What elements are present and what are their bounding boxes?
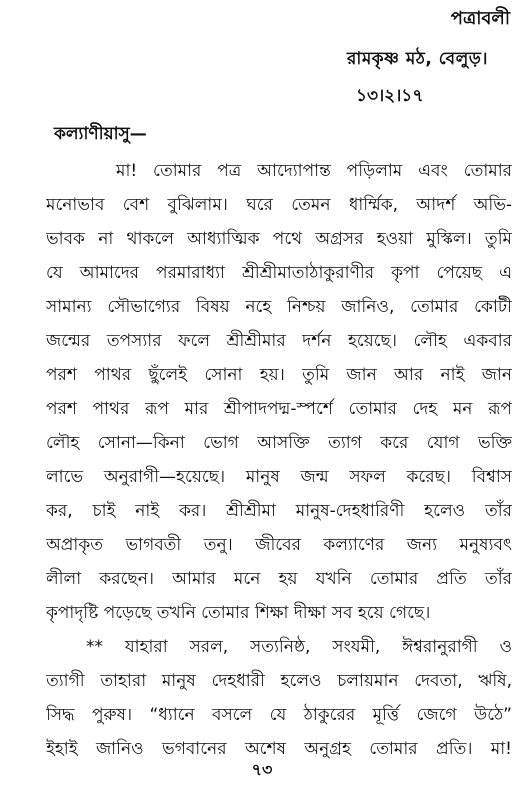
text-line: ত্যাগী তাহারা মানুষ দেহধারী হলেও চলায়মান দেবতা, ঋষি, xyxy=(46,671,512,691)
text-line: যে আমাদের পরমারাধ্যা শ্রীশ্রীমাতাঠাকুরাণীর কৃপা পেয়েছ এ xyxy=(46,263,512,283)
text-line: পরশ পাথর রূপ মার শ্রীপাদপদ্ম-স্পর্শে তোমার দেহ মন রূপ xyxy=(46,399,512,419)
text-line: ইহাই জানিও ভগবানের অশেষ অনুগ্রহ তোমার প্রতি। মা! xyxy=(46,739,512,759)
text-line: কৃপাদৃষ্টি পড়েছে তখনি তোমার শিক্ষা দীক্ষা সব হয়ে গেছে। xyxy=(46,603,431,623)
letter-body xyxy=(46,154,512,766)
text-line: সামান্য সৌভাগ্যের বিষয় নহে নিশ্চয় জানিও, তোমার কোটী xyxy=(46,297,512,317)
text-line: সিদ্ধ পুরুষ। “ধ্যানে বসলে যে ঠাকুরের মূর্ত্তি জেগে উঠে” xyxy=(46,705,512,725)
text-line: পরশ পাথর ছুঁলেই সোনা হয়। তুমি জান আর নাই জান xyxy=(46,365,512,385)
text-line: মা! তোমার পত্র আদ্যোপান্ত পড়িলাম এবং তোমার xyxy=(116,161,512,181)
running-head: পত্রাবলী xyxy=(450,8,510,29)
text-line: কর, চাই নাই কর। শ্রীশ্রীমা মানুষ-দেহধারিণী হলেও তাঁর xyxy=(46,501,512,521)
text-line: লাভে অনুরাগী—হয়েছে। মানুষ জন্ম সফল করেছ। বিশ্বাস xyxy=(46,467,512,487)
text-line: ** যাহারা সরল, সত্যনিষ্ঠ, সংযমী, ঈশ্বরানুরাগী ও xyxy=(86,637,512,657)
salutation: কল্যাণীয়াসু— xyxy=(54,124,147,144)
page-number: ৭৩ xyxy=(251,760,273,779)
text-line: অপ্রাকৃত ভাগবতী তনু। জীবের কল্যাণের জন্য মনুষ্যবৎ xyxy=(46,535,512,555)
letter-date: ১৩।২।১৭ xyxy=(356,86,424,106)
text-line: জন্মের তপস্যার ফলে শ্রীশ্রীমার দর্শন হয়েছে। লৌহ একবার xyxy=(46,331,512,351)
text-line: লৌহ সোনা—কিনা ভোগ আসক্তি ত্যাগ করে যোগ ভক্তি xyxy=(46,433,512,453)
text-line: লীলা করছেন। আমার মনে হয় যখনি তোমার প্রতি তাঁর xyxy=(46,569,512,589)
text-line: মনোভাব বেশ বুঝিলাম। ঘরে তেমন ধার্ম্মিক, আদর্শ অভি- xyxy=(46,195,512,215)
letter-address: রামকৃষ্ণ মঠ, বেলুড়। xyxy=(347,49,488,69)
text-line: ভাবক না থাকলে আধ্যাত্মিক পথে অগ্রসর হওয়া মুস্কিল। তুমি xyxy=(46,229,512,249)
